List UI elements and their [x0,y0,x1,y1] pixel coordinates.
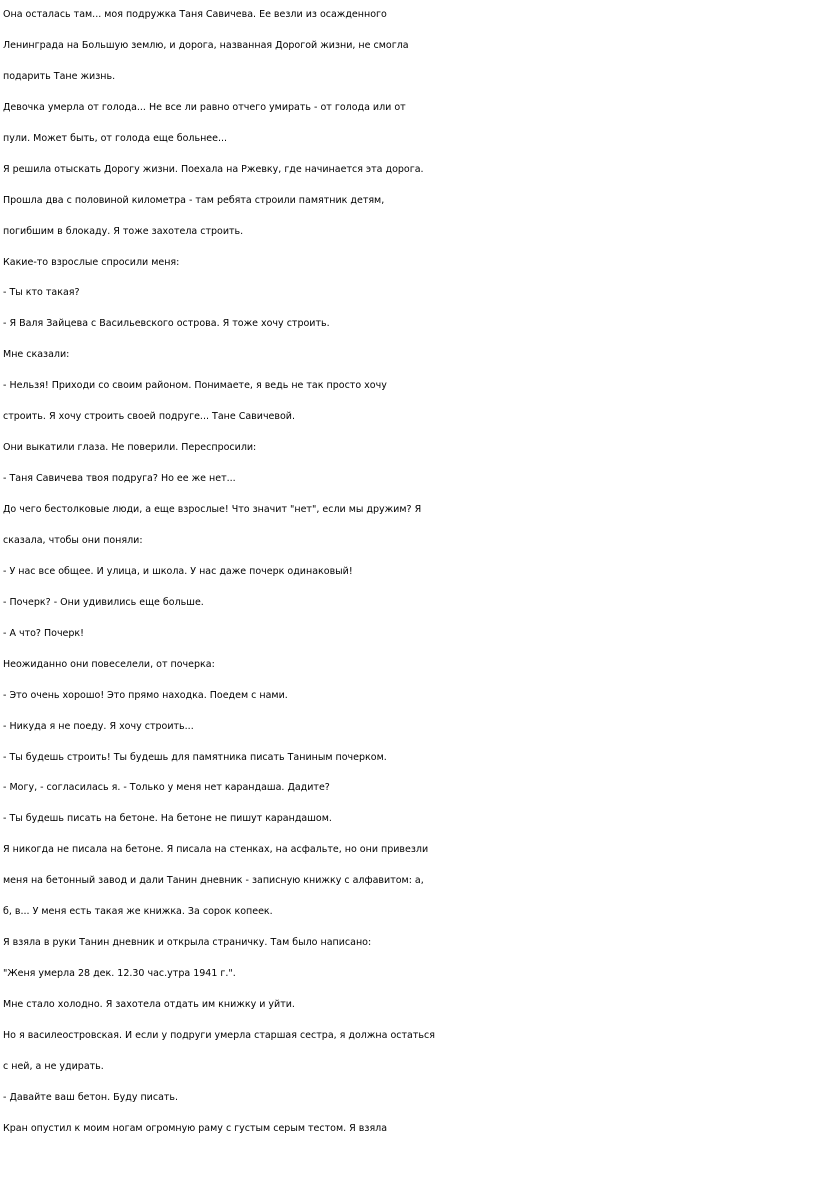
text-line: - У нас все общее. И улица, и школа. У нас даже почерк одинаковый! [3,565,353,577]
text-line: - А что? Почерк! [3,627,84,639]
text-line: Мне сказали: [3,349,70,361]
text-line: - Ты кто такая? [3,287,80,299]
text-line: строить. Я хочу строить своей подруге... Тане Савичевой. [3,411,296,423]
text-line: Я никогда не писала на бетоне. Я писала на стенках, на асфальте, но они привезли [3,844,429,856]
text-line: сказала, чтобы они поняли: [3,534,143,546]
text-line: - Нельзя! Приходи со своим районом. Понимаете, я ведь не так просто хочу [3,380,387,392]
text-line: с ней, а не удирать. [3,1060,104,1072]
text-line: Но я василеостровская. И если у подруги умерла старшая сестра, я должна остаться [3,1029,435,1041]
text-line: - Никуда я не поеду. Я хочу строить... [3,720,194,732]
text-line: - Я Валя Зайцева с Васильевского острова. Я тоже хочу строить. [3,318,330,330]
text-line: Какие-то взрослые спросили меня: [3,256,180,268]
text-line: Ленинграда на Большую землю, и дорога, названная Дорогой жизни, не смогла [3,39,409,51]
document-body [3,0,815,1145]
text-line: - Почерк? - Они удивились еще больше. [3,596,204,608]
text-line: б, в... У меня есть такая же книжка. За сорок копеек. [3,906,273,918]
text-line: подарить Тане жизнь. [3,70,116,82]
text-line: Девочка умерла от голода... Не все ли равно отчего умирать - от голода или от [3,101,406,113]
text-line: - Могу, - согласилась я. - Только у меня нет карандаша. Дадите? [3,782,330,794]
text-line: "Женя умерла 28 дек. 12.30 час.утра 1941 г.". [3,968,236,980]
text-line: Я решила отыскать Дорогу жизни. Поехала на Ржевку, где начинается эта дорога. [3,163,424,175]
text-line: - Таня Савичева твоя подруга? Но ее же нет... [3,473,236,485]
text-line: Она осталась там... моя подружка Таня Савичева. Ее везли из осажденного [3,9,387,20]
text-line: меня на бетонный завод и дали Танин дневник - записную книжку с алфавитом: а, [3,875,424,887]
text-line: пули. Может быть, от голода еще больнее... [3,132,228,144]
text-line: Неожиданно они повеселели, от почерка: [3,658,215,670]
text-line: Я взяла в руки Танин дневник и открыла страничку. Там было написано: [3,937,372,949]
text-line: - Ты будешь писать на бетоне. На бетоне не пишут карандашом. [3,813,332,825]
text-line: - Ты будешь строить! Ты будешь для памятника писать Таниным почерком. [3,751,387,763]
text-line: Они выкатили глаза. Не поверили. Переспросили: [3,442,257,454]
text-line: Мне стало холодно. Я захотела отдать им книжку и уйти. [3,999,295,1010]
text-line: - Это очень хорошо! Это прямо находка. Поедем с нами. [3,689,288,701]
text-line: Прошла два с половиной километра - там ребята строили памятник детям, [3,194,385,206]
text-line: До чего бестолковые люди, а еще взрослые! Что значит "нет", если мы дружим? Я [3,504,422,515]
text-line: - Давайте ваш бетон. Буду писать. [3,1091,179,1103]
text-line: погибшим в блокаду. Я тоже захотела строить. [3,225,244,237]
text-line: Кран опустил к моим ногам огромную раму с густым серым тестом. Я взяла [3,1122,388,1134]
